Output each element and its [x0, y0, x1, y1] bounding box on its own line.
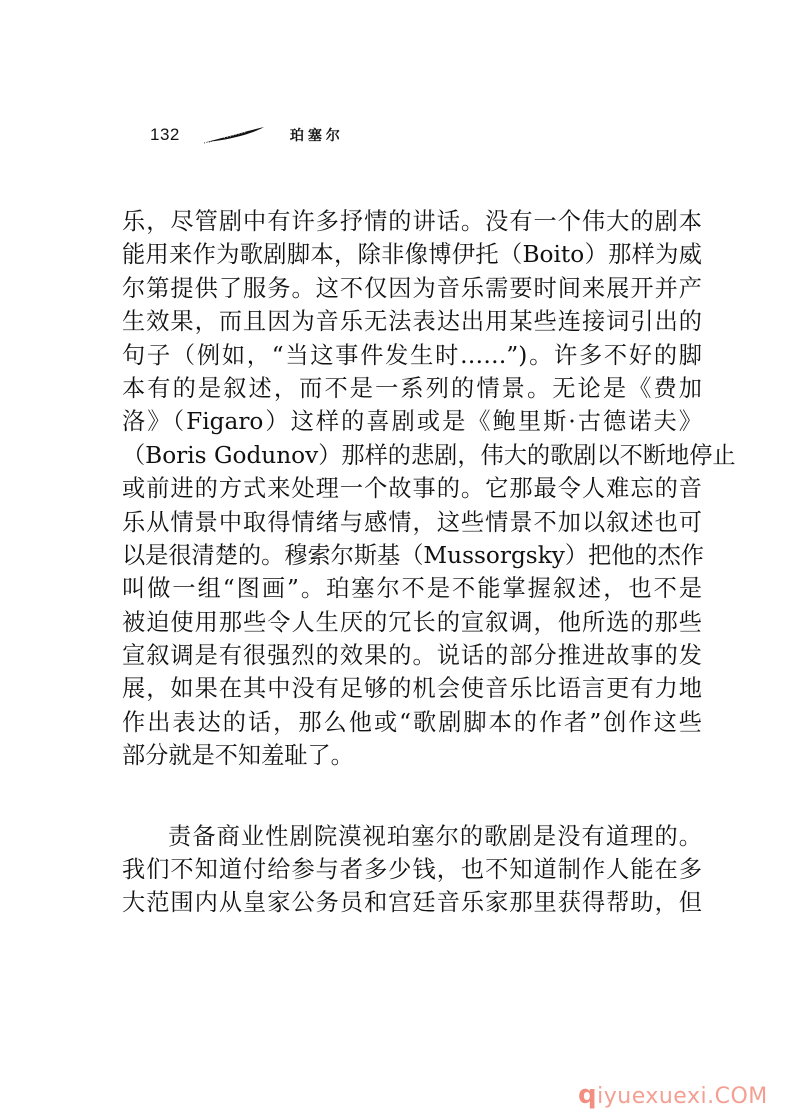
text-line: 乐，尽管剧中有许多抒情的讲话。没有一个伟大的剧本	[122, 208, 702, 235]
page-number: 132	[150, 125, 180, 144]
text-line: 部分就是不知羞耻了。	[122, 742, 354, 770]
quill-pen-icon	[204, 126, 266, 144]
text-line: 或前进的方式来处理一个故事的。它那最令人难忘的音	[122, 475, 702, 503]
text-line: 作出表达的话，那么他或“歌剧脚本的作者”创作这些	[122, 708, 702, 736]
text-line: 句子（例如，“当这事件发生时……”)。许多不好的脚	[122, 341, 702, 369]
text-line: 能用来作为歌剧脚本，除非像博伊托（Boito）那样为威	[122, 241, 702, 269]
text-line: 我们不知道付给参与者多少钱，也不知道制作人能在多	[122, 856, 702, 884]
paragraph-1	[122, 205, 736, 773]
watermark-text: iyuexuexi.COM	[597, 1084, 768, 1109]
text-line: 叫做一组“图画”。珀塞尔不是不能掌握叙述，也不是	[122, 575, 702, 603]
site-watermark	[578, 1080, 768, 1110]
text-line: 宣叙调是有很强烈的效果的。说话的部分推进故事的发	[122, 642, 702, 670]
text-line: 以是很清楚的。穆索尔斯基（Mussorgsky）把他的杰作	[122, 541, 704, 569]
text-line: 洛》（Figaro）这样的喜剧或是《鲍里斯·古德诺夫》	[122, 408, 702, 436]
text-line: 本有的是叙述，而不是一系列的情景。无论是《费加	[122, 374, 702, 402]
running-title: 珀塞尔	[289, 128, 344, 144]
page-header	[150, 120, 344, 150]
text-line: 乐从情景中取得情绪与感情，这些情景不加以叙述也可	[122, 508, 702, 536]
paragraph-2	[122, 820, 702, 920]
text-line: 尔第提供了服务。这不仅因为音乐需要时间来展开并产	[122, 274, 702, 302]
text-line: 展，如果在其中没有足够的机会使音乐比语言更有力地	[122, 675, 702, 703]
body-text	[122, 205, 736, 920]
text-line: 大范围内从皇家公务员和宫廷音乐家那里获得帮助，但	[122, 889, 702, 917]
text-line: 被迫使用那些令人生厌的冗长的宣叙调，他所选的那些	[122, 608, 702, 636]
watermark-logo-letter: q	[578, 1080, 598, 1110]
text-line: 生效果，而且因为音乐无法表达出用某些连接词引出的	[122, 308, 702, 336]
text-line: （Boris Godunov）那样的悲剧，伟大的歌剧以不断地停止	[122, 441, 736, 469]
text-line: 责备商业性剧院漠视珀塞尔的歌剧是没有道理的。	[168, 822, 702, 850]
